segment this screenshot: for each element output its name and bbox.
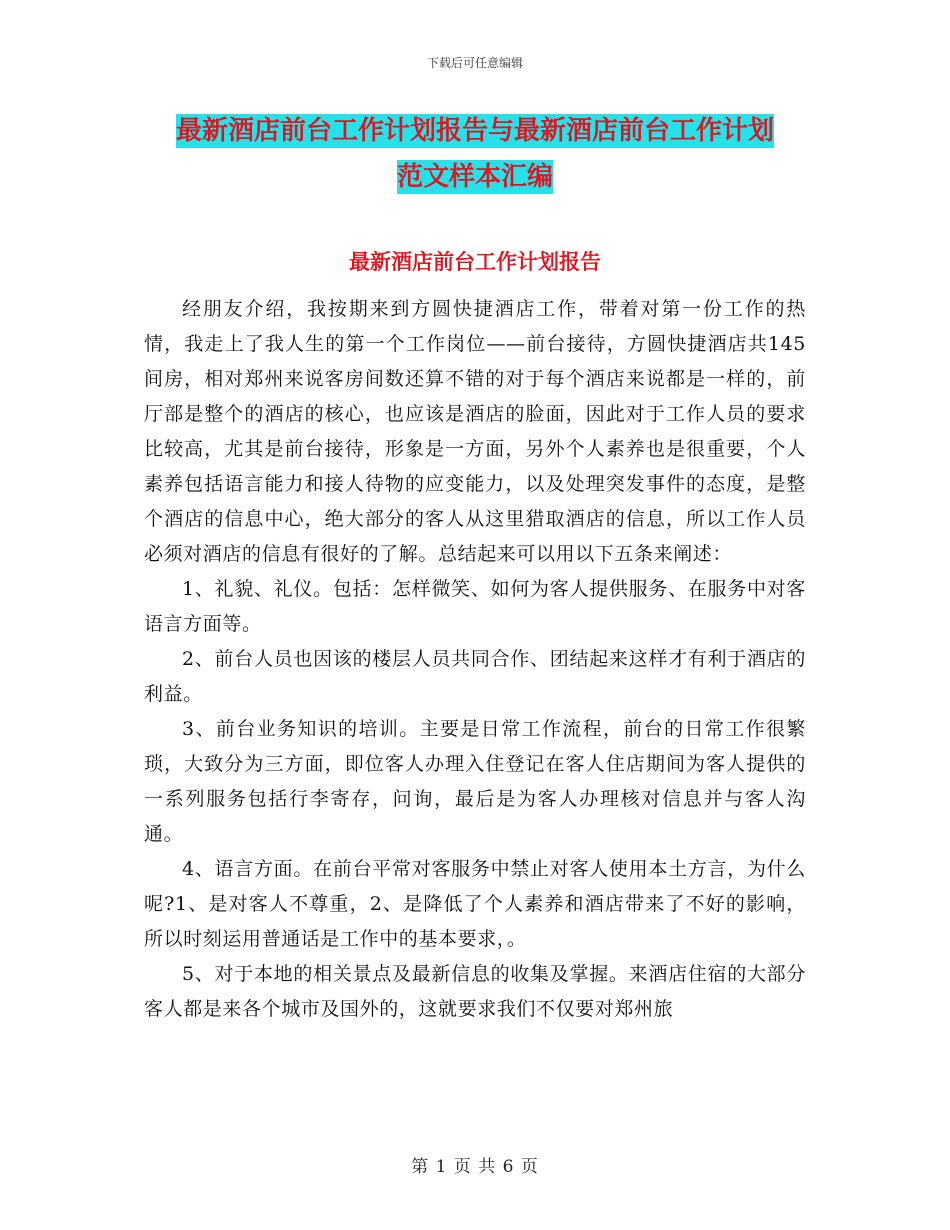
header-note: 下载后可任意编辑 [426,56,523,70]
paragraph-item-5: 5、对于本地的相关景点及最新信息的收集及掌握。来酒店住宿的大部分客人都是来各个城市及国外的，这就要求我们不仅要对郑州旅 [144,963,806,1020]
paragraph-item-1: 1、礼貌、礼仪。包括：怎样微笑、如何为客人提供服务、在服务中对客语言方面等。 [144,578,806,635]
page-indicator: 第 1 页 共 6 页 [411,1157,539,1177]
body-text [144,292,806,1027]
document-title [140,108,810,200]
paragraph-item-4: 4、语言方面。在前台平常对客服务中禁止对客人使用本土方言，为什么呢?1、是对客人不尊重，2、是降低了个人素养和酒店带来了不好的影响，所以时刻运用普通话是工作中的基本要求，。 [144,858,806,950]
document-title-line-1: 最新酒店前台工作计划报告与最新酒店前台工作计划 [175,116,774,146]
document-title-line-2: 范文样本汇编 [396,162,553,192]
section-title: 最新酒店前台工作计划报告 [349,250,601,274]
paragraph-intro: 经朋友介绍，我按期来到方圆快捷酒店工作，带着对第一份工作的热情，我走上了我人生的第一个工作岗位——前台接待，方圆快捷酒店共145间房，相对郑州来说客房间数还算不错的对于每个酒店来说都是一样的，前厅部是整个的酒店的核心，也应该是酒店的脸面，因此对于工作人员的要求比较高，尤其是前台接待，形象是一方面，另外个人素养也是很重要，个人素养包括语言能力和接人待物的应变能力，以及处理突发事件的态度，是整个酒店的信息中心，绝大部分的客人从这里猎取酒店的信息，所以工作人员必须对酒店的信息有很好的了解。总结起来可以用以下五条来阐述： [144,298,806,565]
paragraph-item-2: 2、前台人员也因该的楼层人员共同合作、团结起来这样才有利于酒店的利益。 [144,648,806,705]
paragraph-item-3: 3、前台业务知识的培训。主要是日常工作流程，前台的日常工作很繁琐，大致分为三方面，即位客人办理入住登记在客人住店期间为客人提供的一系列服务包括行李寄存，问询，最后是为客人办理核对信息并与客人沟通。 [144,718,806,845]
